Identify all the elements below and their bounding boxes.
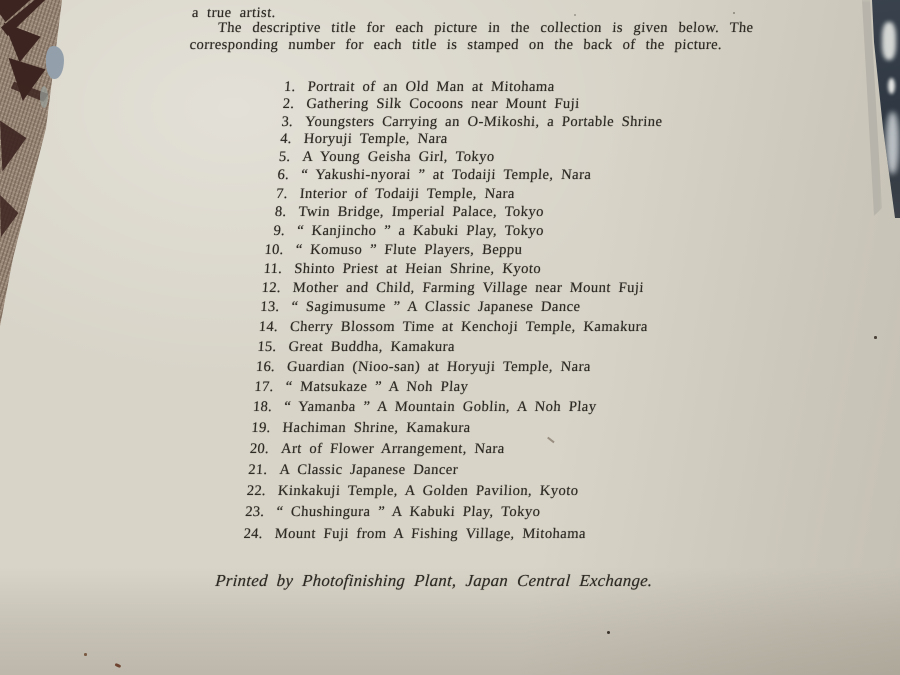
list-item — [0, 339, 875, 358]
list-item-title: Mother and Child, Farming Village near Mount Fuji — [292, 279, 645, 296]
list-item-title: “ Kanjincho ” a Kabuki Play, Tokyo — [296, 222, 545, 239]
list-item-number: 14. — [258, 318, 279, 335]
list-item — [0, 399, 871, 418]
list-item-title: A Classic Japanese Dancer — [278, 461, 459, 478]
list-item-number: 8. — [274, 204, 288, 221]
list-item-number: 5. — [278, 149, 292, 166]
list-item-number: 1. — [283, 79, 297, 95]
list-item — [0, 79, 894, 98]
list-item-title: Shinto Priest at Heian Shrine, Kyoto — [293, 260, 542, 277]
list-item — [0, 167, 888, 186]
list-item-title: Guardian (Nioo-san) at Horyuji Temple, Nara — [286, 358, 592, 375]
list-item-title: Hachiman Shrine, Kamakura — [281, 420, 472, 437]
list-item-number: 17. — [253, 379, 275, 396]
list-item-title: Gathering Silk Cocoons near Mount Fuji — [305, 96, 581, 113]
list-item-number: 20. — [249, 440, 270, 457]
list-item — [0, 462, 866, 481]
list-item-title: “ Matsukaze ” A Noh Play — [284, 379, 469, 396]
list-item — [0, 96, 893, 115]
list-item — [0, 261, 881, 280]
list-item — [0, 359, 874, 378]
list-item — [0, 441, 868, 460]
sentence-fragment: a true artist. — [191, 5, 277, 21]
list-item-title: Art of Flower Arrangement, Nara — [280, 440, 506, 457]
list-item — [0, 223, 884, 242]
list-item-number: 11. — [263, 260, 283, 277]
list-item-number: 24. — [243, 525, 264, 542]
list-item-title: “ Yakushi-nyorai ” at Todaiji Temple, Nara — [300, 167, 592, 184]
list-item-number: 10. — [263, 241, 285, 258]
list-item — [0, 483, 865, 502]
list-item-title: Horyuji Temple, Nara — [303, 131, 449, 148]
list-item — [0, 242, 882, 261]
list-item-title: A Young Geisha Girl, Tokyo — [301, 149, 496, 166]
list-item-number: 18. — [252, 399, 273, 416]
list-item-number: 13. — [259, 299, 281, 316]
list-item-number: 23. — [244, 504, 265, 521]
list-item — [0, 504, 863, 523]
list-item-number: 4. — [279, 131, 293, 148]
list-item-title: Portrait of an Old Man at Mitohama — [307, 79, 556, 95]
list-item-number: 9. — [272, 222, 286, 239]
list-item — [0, 204, 885, 223]
list-item-number: 12. — [261, 279, 282, 296]
list-item-title: Interior of Todaiji Temple, Nara — [299, 185, 516, 202]
list-item-number: 21. — [247, 461, 269, 478]
list-item-number: 19. — [250, 420, 272, 437]
list-item — [0, 114, 892, 133]
list-item — [0, 131, 890, 150]
intro-paragraph-line-1: The descriptive title for each picture in the collection is given below. The — [217, 20, 755, 36]
list-item-title: Youngsters Carrying an O-Mikoshi, a Portable Shrine — [304, 113, 664, 130]
list-item — [0, 420, 869, 439]
list-item-title: Kinkakuji Temple, A Golden Pavilion, Kyoto — [277, 482, 580, 499]
list-item-number: 15. — [256, 338, 278, 355]
list-item-number: 3. — [280, 113, 294, 130]
list-item — [0, 379, 872, 398]
list-item-number: 16. — [255, 358, 276, 375]
list-item — [0, 299, 878, 318]
list-item-title: “ Yamanba ” A Mountain Goblin, A Noh Play — [283, 399, 598, 416]
list-item — [0, 280, 879, 299]
list-item-title: Great Buddha, Kamakura — [287, 338, 456, 355]
list-item — [0, 319, 877, 338]
list-item-number: 7. — [275, 185, 289, 202]
list-item — [0, 149, 889, 168]
list-item-title: Mount Fuji from A Fishing Village, Mitohama — [274, 525, 587, 542]
printer-credit-line: Printed by Photofinishing Plant, Japan Central Exchange. — [214, 571, 654, 590]
list-item-title: Twin Bridge, Imperial Palace, Tokyo — [297, 204, 545, 221]
list-item — [0, 186, 886, 205]
list-item-number: 6. — [276, 167, 290, 184]
list-item-title: Cherry Blossom Time at Kenchoji Temple, Kamakura — [289, 318, 649, 335]
list-item-number: 2. — [282, 96, 295, 113]
list-item-title: “ Komuso ” Flute Players, Beppu — [295, 241, 524, 258]
list-item-title: “ Chushingura ” A Kabuki Play, Tokyo — [275, 504, 541, 521]
list-item-title: “ Sagimusume ” A Classic Japanese Dance — [290, 299, 582, 316]
list-item — [0, 526, 861, 545]
intro-paragraph-line-2: corresponding number for each title is stamped on the back of the picture. — [189, 37, 723, 53]
list-item-number: 22. — [246, 482, 267, 499]
